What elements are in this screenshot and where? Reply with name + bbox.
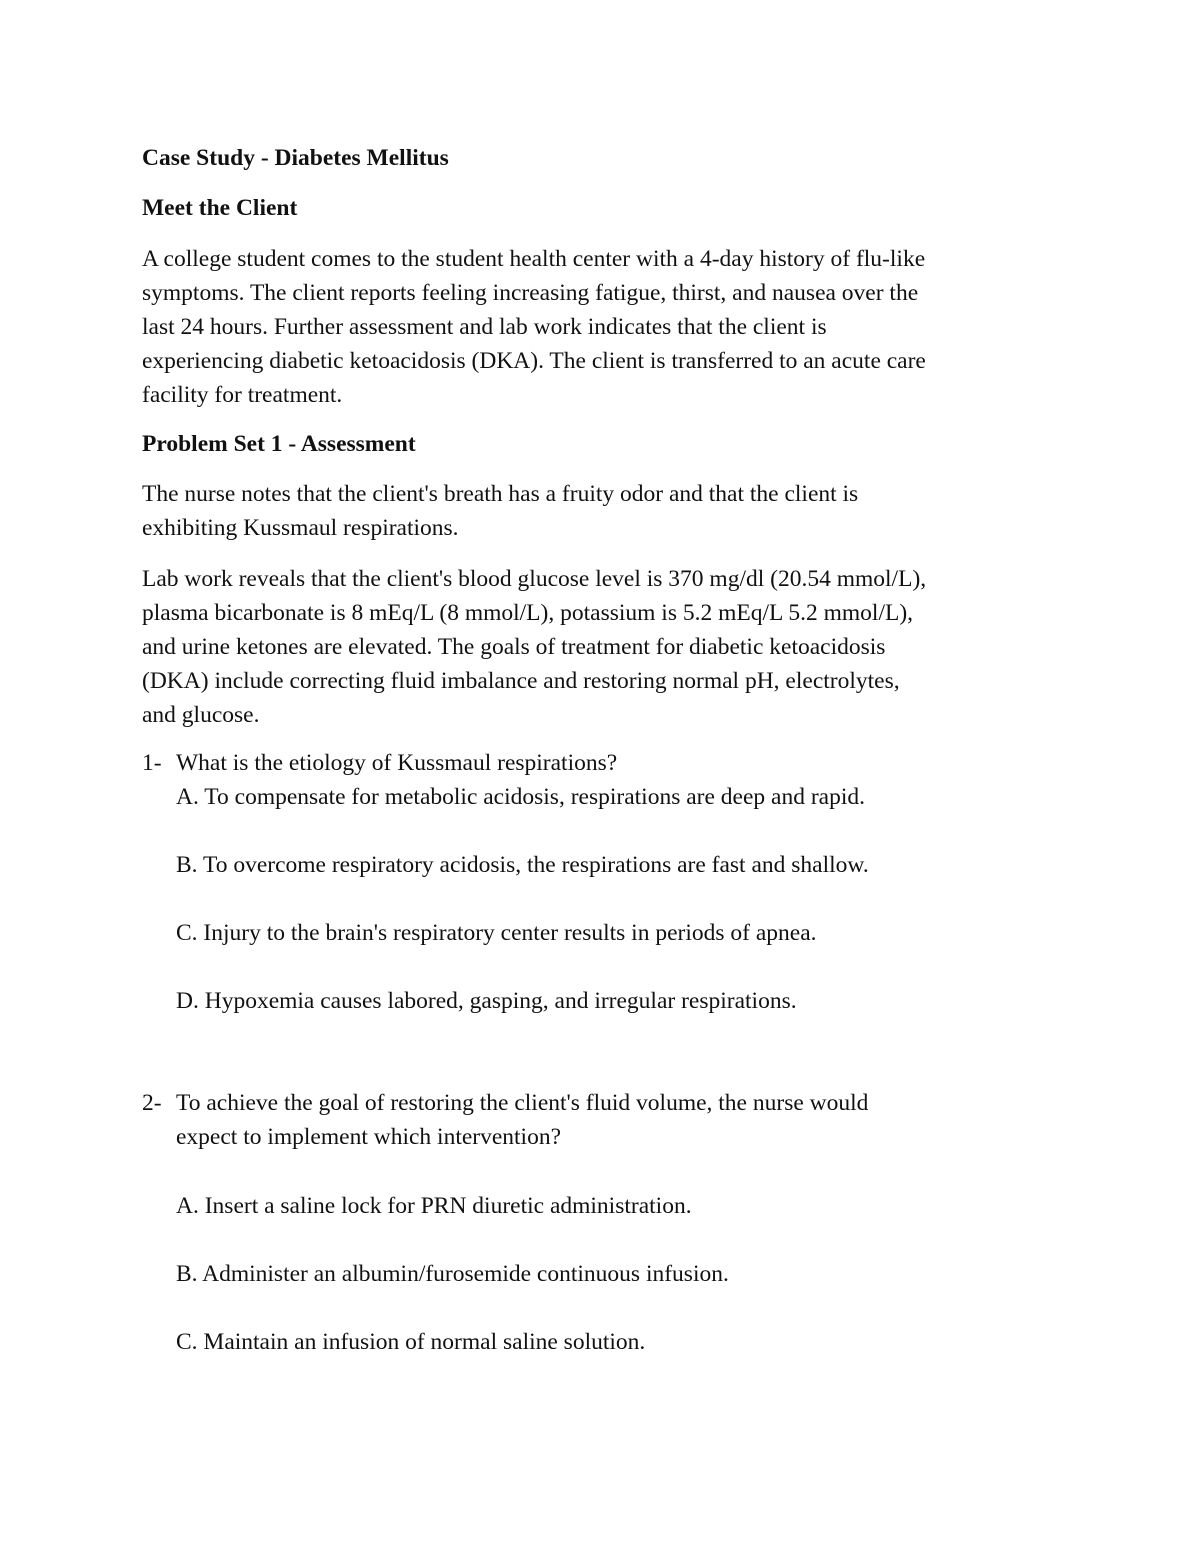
assessment-paragraph-2	[142, 562, 1082, 732]
section-heading-meet-client: Meet the Client	[142, 195, 298, 221]
paragraph-line: Lab work reveals that the client's blood glucose level is 370 mg/dl (20.54 mmol/L),	[142, 566, 927, 592]
paragraph-line: experiencing diabetic ketoacidosis (DKA). The client is transferred to an acute care	[142, 348, 926, 374]
document-title: Case Study - Diabetes Mellitus	[142, 145, 449, 171]
paragraph-line: and glucose.	[142, 702, 260, 728]
question-text	[176, 1086, 1076, 1154]
question-text-line: To achieve the goal of restoring the client's fluid volume, the nurse would	[176, 1090, 869, 1116]
answer-option-a: A. Insert a saline lock for PRN diuretic administration.	[176, 1193, 692, 1219]
paragraph-line: A college student comes to the student health center with a 4-day history of flu-like	[142, 246, 926, 272]
answer-option-c: C. Maintain an infusion of normal saline solution.	[176, 1329, 646, 1355]
answer-option-a: A. To compensate for metabolic acidosis, respirations are deep and rapid.	[176, 784, 865, 810]
paragraph-line: facility for treatment.	[142, 382, 343, 408]
paragraph-line: symptoms. The client reports feeling increasing fatigue, thirst, and nausea over the	[142, 280, 919, 306]
question-number: 1-	[142, 750, 162, 776]
answer-option-d: D. Hypoxemia causes labored, gasping, and irregular respirations.	[176, 988, 797, 1014]
question-number: 2-	[142, 1090, 162, 1116]
answer-option-b: B. To overcome respiratory acidosis, the respirations are fast and shallow.	[176, 852, 869, 878]
answer-option-c: C. Injury to the brain's respiratory center results in periods of apnea.	[176, 920, 817, 946]
paragraph-line: last 24 hours. Further assessment and lab work indicates that the client is	[142, 314, 827, 340]
paragraph-line: The nurse notes that the client's breath has a fruity odor and that the client is	[142, 481, 859, 507]
meet-client-paragraph	[142, 242, 1082, 412]
paragraph-line: exhibiting Kussmaul respirations.	[142, 515, 459, 541]
paragraph-line: (DKA) include correcting fluid imbalance and restoring normal pH, electrolytes,	[142, 668, 900, 694]
assessment-paragraph-1	[142, 477, 1082, 545]
paragraph-line: and urine ketones are elevated. The goals of treatment for diabetic ketoacidosis	[142, 634, 886, 660]
question-text: What is the etiology of Kussmaul respirations?	[176, 750, 618, 776]
question-text-line: expect to implement which intervention?	[176, 1124, 562, 1150]
paragraph-line: plasma bicarbonate is 8 mEq/L (8 mmol/L), potassium is 5.2 mEq/L 5.2 mmol/L),	[142, 600, 914, 626]
answer-option-b: B. Administer an albumin/furosemide continuous infusion.	[176, 1261, 729, 1287]
section-heading-problem-set: Problem Set 1 - Assessment	[142, 431, 416, 457]
